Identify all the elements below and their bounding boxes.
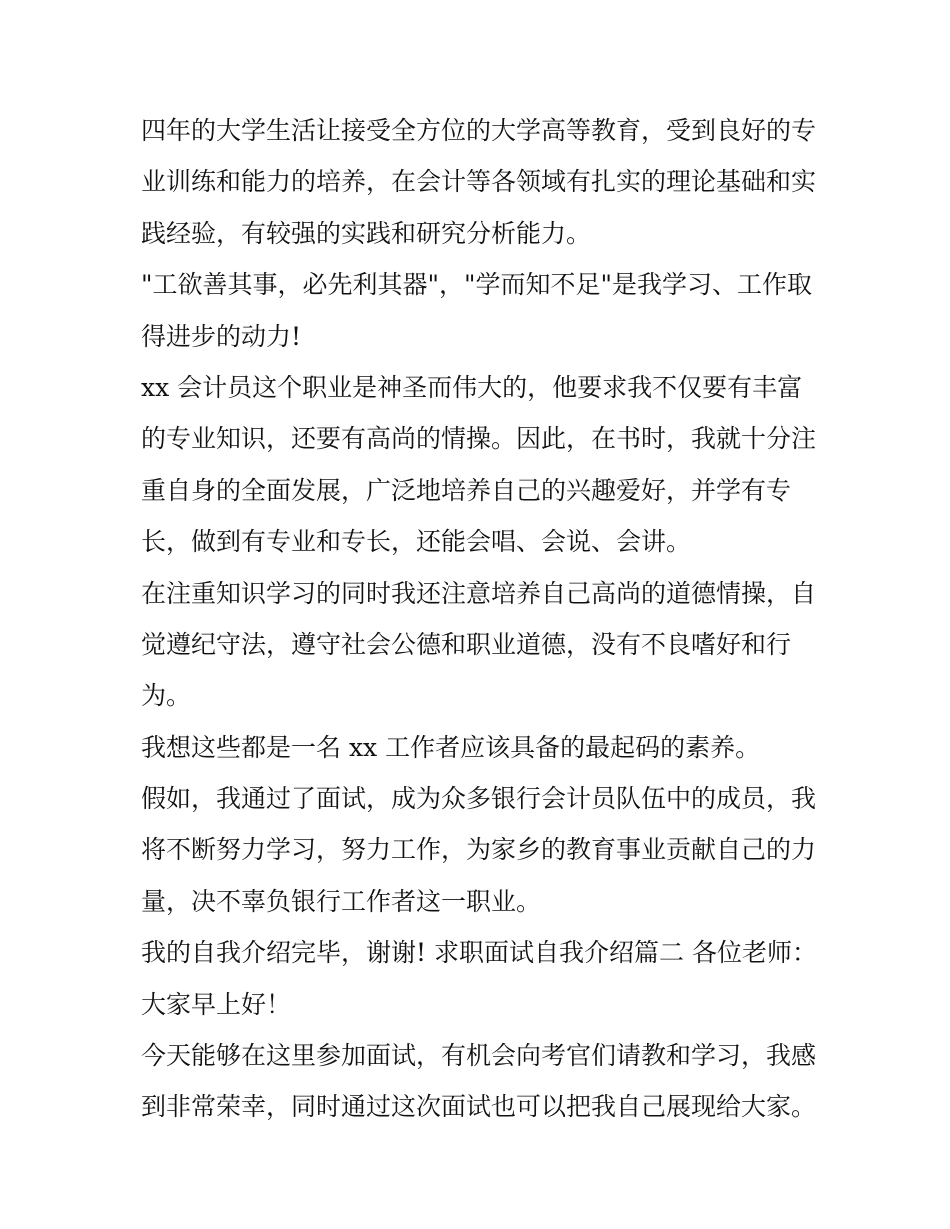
text-line: 长，做到有专业和专长，还能会唱、会说、会讲。 xyxy=(141,527,692,557)
text-line: 四年的大学生活让接受全方位的大学高等教育，受到良好的专 xyxy=(141,116,817,145)
paragraph-qualities xyxy=(141,722,821,773)
text-line: 为。 xyxy=(141,681,192,711)
text-line: 今天能够在这里参加面试，有机会向考官们请教和学习，我感 xyxy=(141,1041,817,1071)
text-line: 我想这些都是一名 xx 工作者应该具备的最起码的素养。 xyxy=(141,732,761,762)
text-line: 得进步的动力! xyxy=(141,321,302,351)
paragraph-closing-and-section-two xyxy=(141,927,821,1030)
text-line: 在注重知识学习的同时我还注意培养自己高尚的道德情操，自 xyxy=(141,578,817,608)
paragraph-morals xyxy=(141,568,821,722)
text-line: 量，决不辜负银行工作者这一职业。 xyxy=(141,886,542,916)
paragraph-accountant-career xyxy=(141,362,821,568)
text-line: 大家早上好！ xyxy=(141,989,292,1019)
text-line: 重自身的全面发展，广泛地培养自己的兴趣爱好，并学有专 xyxy=(141,475,792,505)
text-line: 到非常荣幸，同时通过这次面试也可以把我自己展现给大家。 xyxy=(141,1092,817,1122)
text-line: xx 会计员这个职业是神圣而伟大的，他要求我不仅要有丰富 xyxy=(141,372,803,402)
text-line: 觉遵纪守法，遵守社会公德和职业道德，没有不良嗜好和行 xyxy=(141,629,792,659)
text-line: 的专业知识，还要有高尚的情操。因此，在书时，我就十分注 xyxy=(141,424,817,454)
text-line: 将不断努力学习，努力工作，为家乡的教育事业贡献自己的力 xyxy=(141,835,817,865)
text-line: 业训练和能力的培养，在会计等各领域有扎实的理论基础和实 xyxy=(141,167,817,197)
paragraph-interview-opening xyxy=(141,1030,821,1133)
text-line: "工欲善其事，必先利其器"，"学而知不足"是我学习、工作取 xyxy=(141,270,812,300)
paragraph-commitment xyxy=(141,773,821,927)
text-line: 我的自我介绍完毕，谢谢! 求职面试自我介绍篇二 各位老师： xyxy=(141,938,817,968)
paragraph-quote xyxy=(141,259,821,362)
text-line: 践经验，有较强的实践和研究分析能力。 xyxy=(141,218,592,248)
document-body xyxy=(141,105,821,1133)
text-line: 假如，我通过了面试，成为众多银行会计员队伍中的成员，我 xyxy=(141,784,817,814)
paragraph-education xyxy=(141,105,821,259)
